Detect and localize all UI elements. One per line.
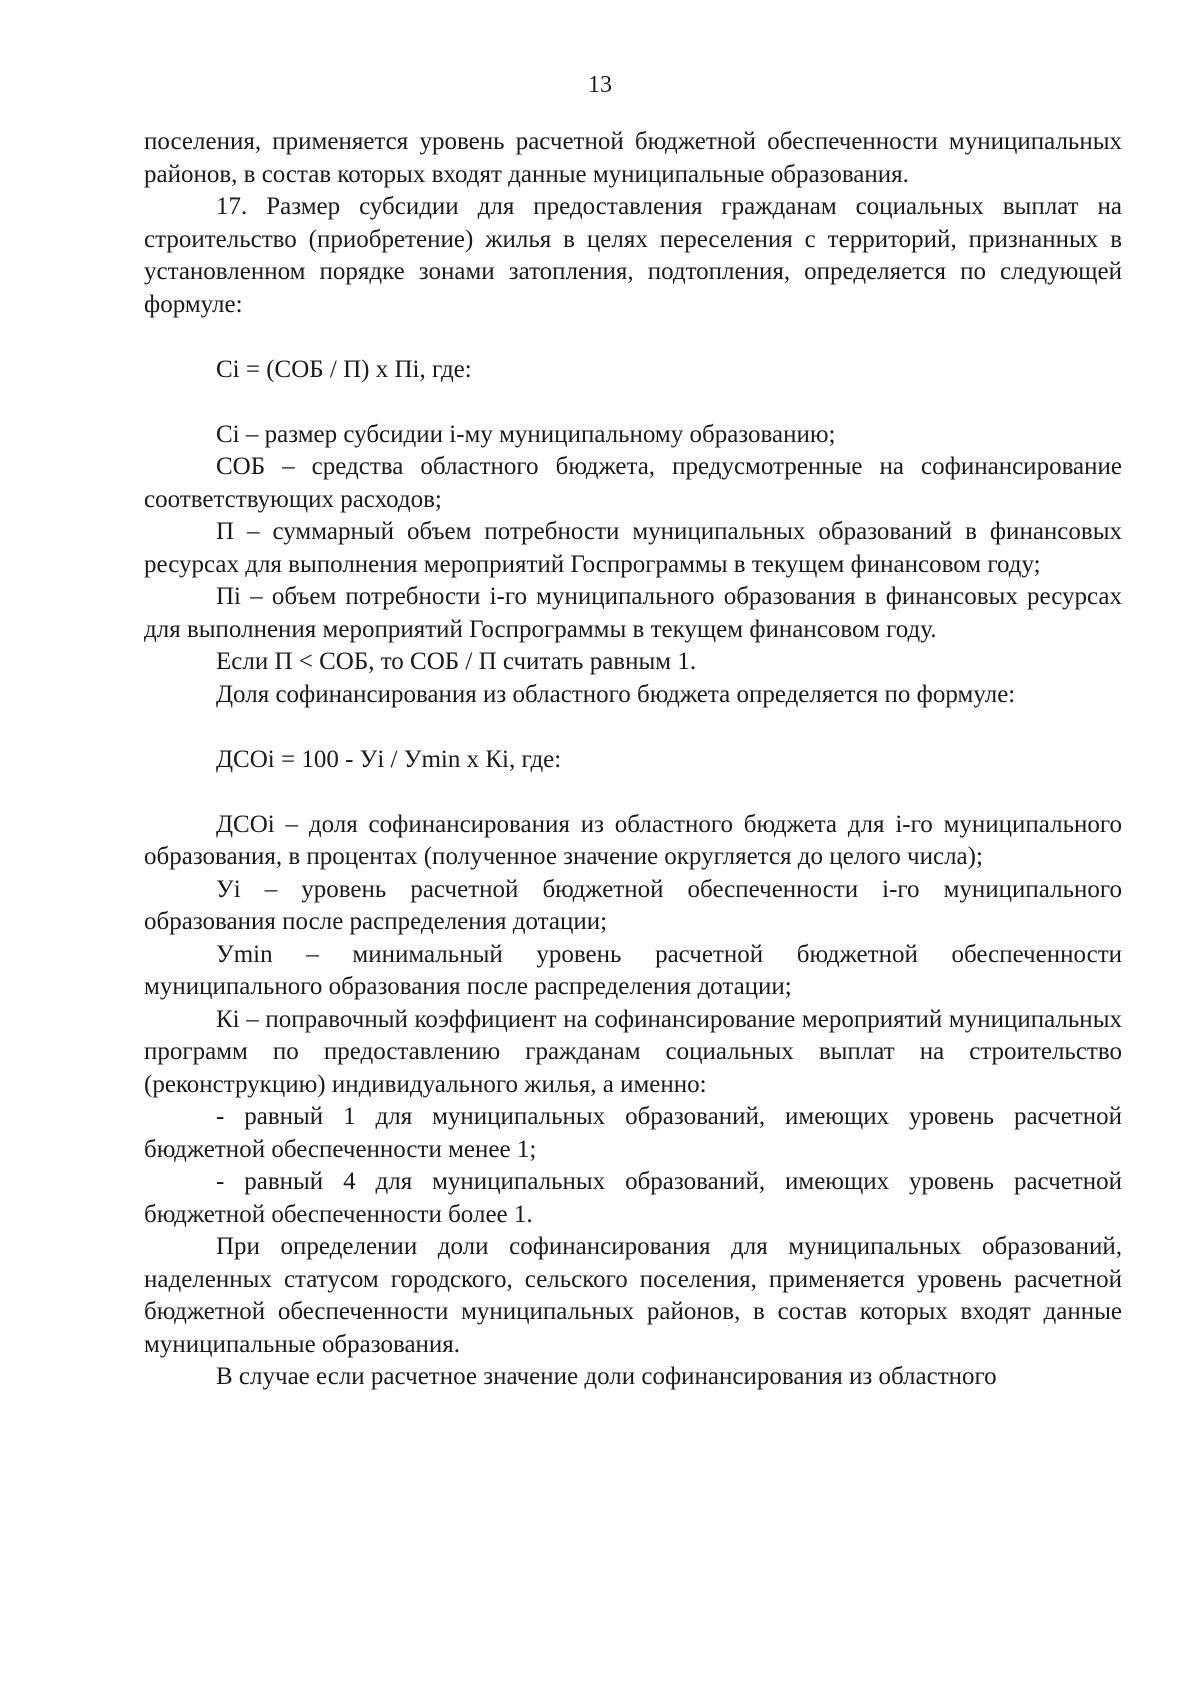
definition-dsoi: ДСОi – доля софинансирования из областного бюджета для i-го муниципального образования, в процентах (полученное значение округляется до целого числа); [144, 810, 1122, 870]
definition-ki: Кi – поправочный коэффициент на софинансирование мероприятий муниципальных программ по предоставлению гражданам социальных выплат на строительство (реконструкцию) индивидуального жилья, а именно: [144, 1005, 1122, 1098]
document-body [144, 126, 1122, 1394]
paragraph-continuation: поселения, применяется уровень расчетной бюджетной обеспеченности муниципальных районов, в состав которых входят данные муниципальные образования. [144, 128, 1122, 188]
paragraph-cofinancing-share: Доля софинансирования из областного бюджета определяется по формуле: [216, 680, 1016, 708]
definition-p: П – суммарный объем потребности муниципальных образований в финансовых ресурсах для выполнения мероприятий Госпрограммы в текущем финансовом году; [144, 518, 1122, 578]
paragraph-case-continuing: В случае если расчетное значение доли софинансирования из областного [216, 1363, 997, 1390]
page-number: 13 [588, 72, 612, 98]
definition-ci: Ci – размер субсидии i-му муниципальному образованию; [216, 420, 836, 448]
list-item-ki-4: - равный 4 для муниципальных образований, имеющих уровень расчетной бюджетной обеспеченности более 1. [144, 1168, 1122, 1228]
condition-p-less-sob: Если П < СОБ, то СОБ / П считать равным 1. [216, 648, 697, 675]
spacer [144, 386, 1122, 419]
definition-pi: Пi – объем потребности i-го муниципального образования в финансовых ресурсах для выполнения мероприятий Госпрограммы в текущем финансовом году. [144, 583, 1122, 643]
formula-subsidy: Ci = (СОБ / П) x Пi, где: [216, 355, 472, 383]
spacer [144, 321, 1122, 354]
formula-cofinancing: ДСОi = 100 - Уi / Уmin x Кi, где: [216, 745, 562, 773]
definition-ui: Уi – уровень расчетной бюджетной обеспеченности i-го муниципального образования после распределения дотации; [144, 875, 1122, 935]
definition-umin: Уmin – минимальный уровень расчетной бюджетной обеспеченности муниципального образования после распределения дотации; [144, 940, 1122, 1000]
paragraph-settlements: При определении доли софинансирования для муниципальных образований, наделенных статусом городского, сельского поселения, применяется уровень расчетной бюджетной обеспеченности муниципальных районов, в состав которых входят данные муниципальные образования. [144, 1233, 1122, 1358]
spacer [144, 776, 1122, 809]
spacer [144, 711, 1122, 744]
list-item-ki-1: - равный 1 для муниципальных образований, имеющих уровень расчетной бюджетной обеспеченности менее 1; [144, 1103, 1122, 1163]
definition-sob: СОБ – средства областного бюджета, предусмотренные на софинансирование соответствующих расходов; [144, 453, 1122, 513]
paragraph-item-17: 17. Размер субсидии для предоставления гражданам социальных выплат на строительство (приобретение) жилья в целях переселения с территорий, признанных в установленном порядке зонами затопления, подтопления, определяется по следующей формуле: [144, 193, 1122, 318]
